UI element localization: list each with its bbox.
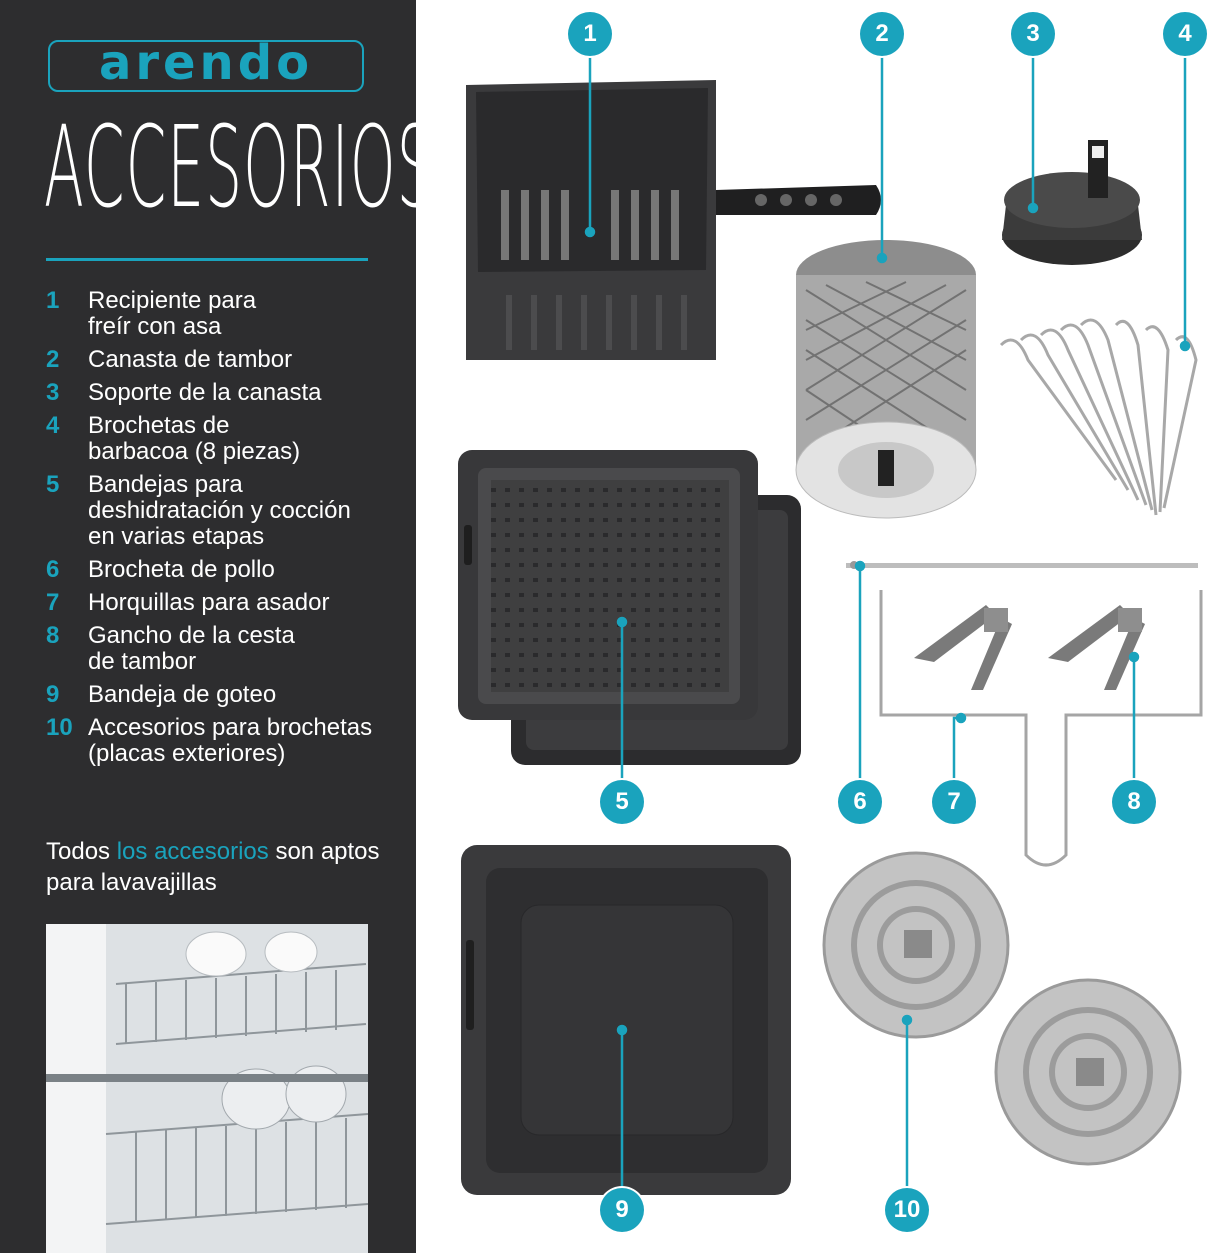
list-item xyxy=(46,557,418,583)
item-text: Brochetas de barbacoa (8 piezas) xyxy=(88,412,301,465)
list-item xyxy=(46,472,418,550)
bbq-skewers xyxy=(1001,320,1196,515)
brand-logo: arendo xyxy=(48,40,364,92)
list-item xyxy=(46,380,418,406)
badge-7: 7 xyxy=(932,780,976,824)
item-text: Accesorios para brochetas (placas exteriores) xyxy=(88,714,373,767)
item-number: 10 xyxy=(46,714,73,741)
dehydrating-trays xyxy=(458,450,801,765)
note-text: Todos xyxy=(46,838,117,865)
drum-basket xyxy=(796,240,976,518)
list-item xyxy=(46,413,418,465)
dishwasher-note xyxy=(46,836,386,898)
item-text: Bandeja de goteo xyxy=(88,681,277,708)
item-number: 8 xyxy=(46,622,60,649)
badge-6: 6 xyxy=(838,780,882,824)
product-showcase xyxy=(416,0,1214,1253)
drum-hook xyxy=(881,590,1201,865)
list-item xyxy=(46,682,418,708)
skewer-plates xyxy=(824,853,1180,1164)
badge-10: 10 xyxy=(885,1188,929,1232)
badge-3: 3 xyxy=(1011,12,1055,56)
item-number: 3 xyxy=(46,379,60,406)
badge-1: 1 xyxy=(568,12,612,56)
item-number: 1 xyxy=(46,287,60,314)
badge-4: 4 xyxy=(1163,12,1207,56)
badge-5: 5 xyxy=(600,780,644,824)
chicken-rod xyxy=(846,561,1198,569)
page-title: ACCESORIOS xyxy=(44,103,435,233)
item-number: 9 xyxy=(46,681,60,708)
list-item xyxy=(46,590,418,616)
item-number: 7 xyxy=(46,589,60,616)
left-panel xyxy=(0,0,435,1253)
item-number: 5 xyxy=(46,471,60,498)
dishwasher-image xyxy=(46,924,368,1253)
accessories-illustration xyxy=(416,0,1214,1253)
item-text: Canasta de tambor xyxy=(88,346,293,373)
item-text: Bandejas para deshidratación y cocción en varias etapas xyxy=(88,471,351,550)
drip-tray xyxy=(461,845,791,1195)
badge-2: 2 xyxy=(860,12,904,56)
rotisserie-forks xyxy=(914,605,1145,690)
item-text: Gancho de la cesta de tambor xyxy=(88,622,295,675)
list-item xyxy=(46,347,418,373)
item-number: 4 xyxy=(46,412,60,439)
basket-support xyxy=(1002,140,1142,265)
badge-8: 8 xyxy=(1112,780,1156,824)
item-number: 6 xyxy=(46,556,60,583)
item-number: 2 xyxy=(46,346,60,373)
note-highlight: los accesorios xyxy=(116,838,269,865)
item-text: Recipiente para freír con asa xyxy=(88,287,257,340)
item-text: Horquillas para asador xyxy=(88,589,330,616)
title-divider xyxy=(46,258,368,261)
item-text: Soporte de la canasta xyxy=(88,379,322,406)
badge-9: 9 xyxy=(600,1188,644,1232)
note-text-end: son aptos para lavavajillas xyxy=(46,838,380,896)
list-item xyxy=(46,623,418,675)
list-item xyxy=(46,288,418,340)
list-item xyxy=(46,715,418,767)
accessory-list xyxy=(46,288,418,774)
item-text: Brocheta de pollo xyxy=(88,556,275,583)
dishwasher-photo xyxy=(46,924,368,1253)
